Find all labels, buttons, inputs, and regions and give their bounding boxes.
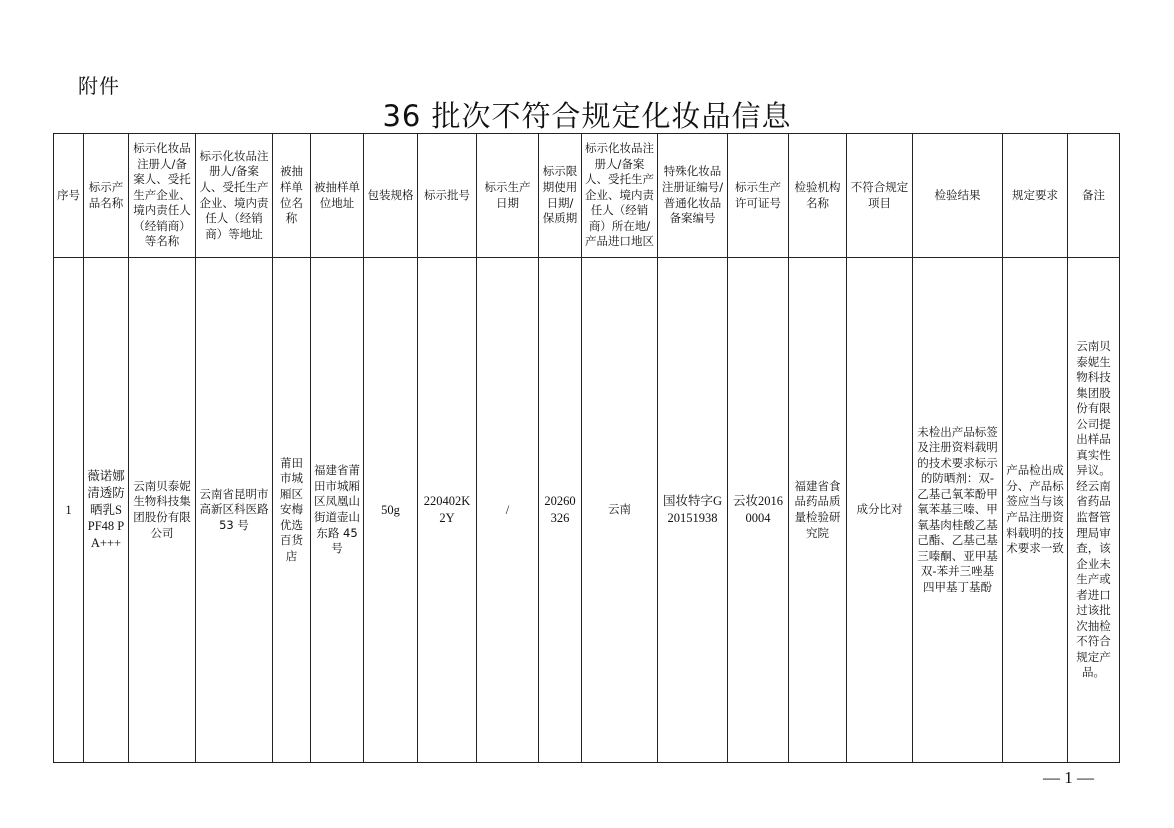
cell-registration-number: 国妆特字G20151938 bbox=[658, 258, 728, 763]
column-header: 被抽样单位地址 bbox=[311, 134, 364, 258]
cell-sampled-unit-name: 莆田市城厢区安梅优选百货店 bbox=[273, 258, 311, 763]
cell-noncompliant-item: 成分比对 bbox=[847, 258, 913, 763]
column-header: 检验结果 bbox=[913, 134, 1003, 258]
column-header: 规定要求 bbox=[1003, 134, 1068, 258]
column-header: 标示化妆品注册人/备案人、受托生产企业、境内责任人（经销商）等地址 bbox=[196, 134, 273, 258]
cell-region: 云南 bbox=[582, 258, 658, 763]
column-header: 检验机构名称 bbox=[789, 134, 847, 258]
cell-sampled-unit-address: 福建省莆田市城厢区凤凰山街道壶山东路 45 号 bbox=[311, 258, 364, 763]
cell-remarks: 云南贝泰妮生物科技集团股份有限公司提出样品真实性异议。经云南省药品监督管理局审查，该企业未生产或者进口过该批次抽检不符合规定产品。 bbox=[1068, 258, 1120, 763]
column-header: 包装规格 bbox=[364, 134, 418, 258]
table-header-row bbox=[54, 134, 1120, 258]
column-header: 特殊化妆品注册证编号/普通化妆品备案编号 bbox=[658, 134, 728, 258]
column-header: 标示化妆品注册人/备案人、受托生产企业、境内责任人（经销商）所在地/产品进口地区 bbox=[582, 134, 658, 258]
column-header: 标示限期使用日期/保质期 bbox=[539, 134, 582, 258]
cell-expiry-date: 20260326 bbox=[539, 258, 582, 763]
column-header: 序号 bbox=[54, 134, 84, 258]
cell-license-number: 云妆20160004 bbox=[728, 258, 789, 763]
column-header: 标示产品名称 bbox=[84, 134, 129, 258]
cell-batch-number: 220402K2Y bbox=[418, 258, 477, 763]
noncompliant-cosmetics-table bbox=[53, 133, 1120, 763]
column-header: 标示生产许可证号 bbox=[728, 134, 789, 258]
page-number: — 1 — bbox=[1043, 768, 1094, 787]
cell-inspection-agency: 福建省食品药品质量检验研究院 bbox=[789, 258, 847, 763]
column-header: 标示生产日期 bbox=[477, 134, 539, 258]
table-row bbox=[54, 258, 1120, 763]
column-header: 不符合规定项目 bbox=[847, 134, 913, 258]
page-title: 36 批次不符合规定化妆品信息 bbox=[382, 99, 792, 133]
cell-package-spec: 50g bbox=[364, 258, 418, 763]
cell-inspection-result: 未检出产品标签及注册资料载明的技术要求标示的防晒剂：双-乙基己氧苯酚甲氧苯基三嗪、甲氧基肉桂酸乙基己酯、乙基己基三嗪酮、亚甲基双-苯并三唑基四甲基丁基酚 bbox=[913, 258, 1003, 763]
attachment-label: 附件 bbox=[78, 74, 120, 98]
cell-requirement: 产品检出成分、产品标签应当与该产品注册资料载明的技术要求一致 bbox=[1003, 258, 1068, 763]
cell-product-name: 薇诺娜清透防晒乳SPF48 PA+++ bbox=[84, 258, 129, 763]
column-header: 标示批号 bbox=[418, 134, 477, 258]
cell-serial-number: 1 bbox=[54, 258, 84, 763]
cell-registrant-address: 云南省昆明市高新区科医路 53 号 bbox=[196, 258, 273, 763]
cell-registrant-name: 云南贝泰妮生物科技集团股份有限公司 bbox=[129, 258, 196, 763]
column-header: 被抽样单位名称 bbox=[273, 134, 311, 258]
column-header: 备注 bbox=[1068, 134, 1120, 258]
cell-production-date: / bbox=[477, 258, 539, 763]
column-header: 标示化妆品注册人/备案人、受托生产企业、境内责任人（经销商）等名称 bbox=[129, 134, 196, 258]
